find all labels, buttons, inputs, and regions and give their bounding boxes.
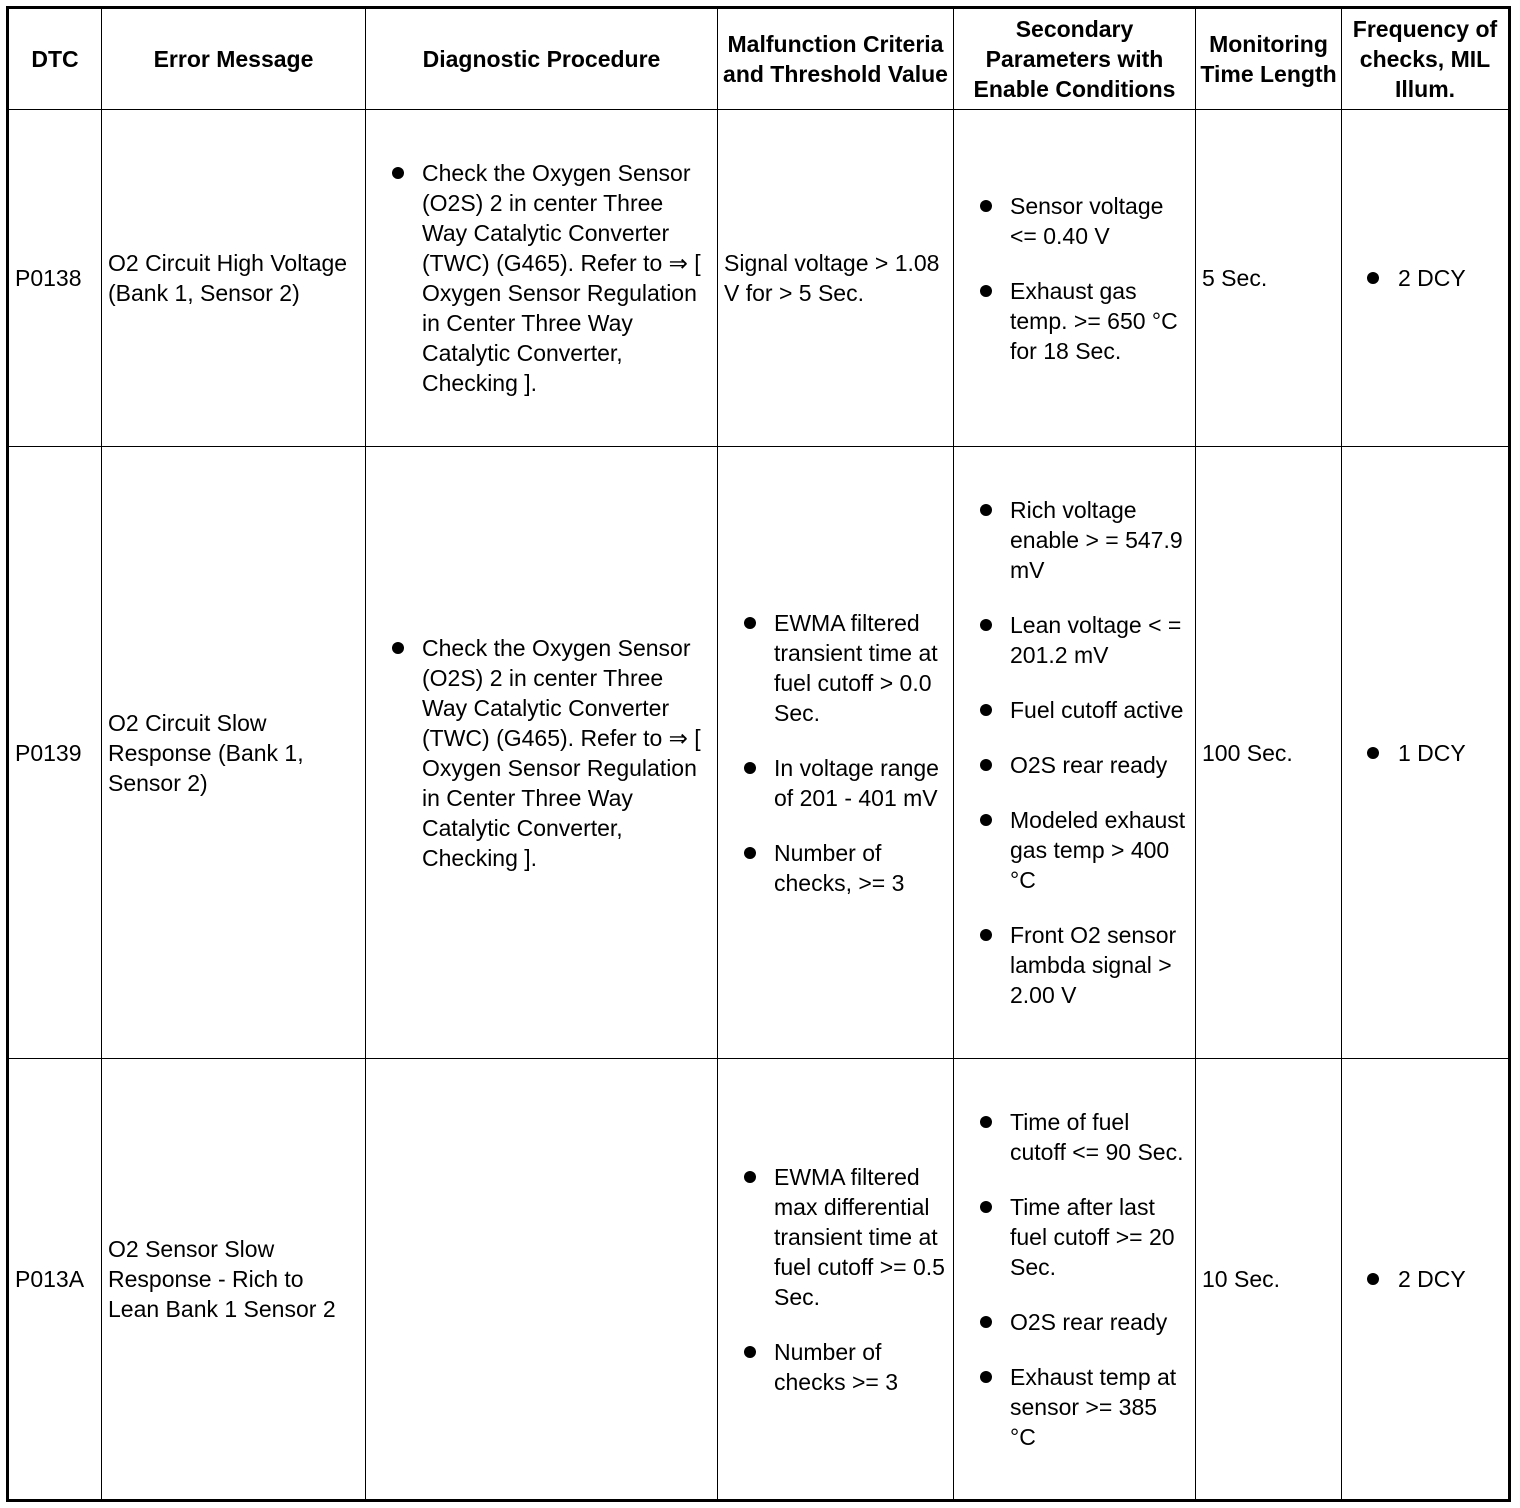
procedure-item: Check the Oxygen Sensor (O2S) 2 in center Three Way Catalytic Converter (TWC) (G465). Refer to ⇒ [ Oxygen Sensor Regulation in Center Three Way Catalytic Converter, Checking ].: [372, 633, 711, 873]
monitoring-time-cell: 100 Sec.: [1196, 447, 1342, 1059]
error-message-cell: O2 Circuit High Voltage (Bank 1, Sensor 2): [102, 110, 366, 447]
dtc-table: [6, 6, 1511, 1502]
secondary-cell: [954, 447, 1196, 1059]
frequency-cell: [1342, 1059, 1510, 1501]
malfunction-cell: Signal voltage > 1.08 V for > 5 Sec.: [718, 110, 954, 447]
frequency-item: 2 DCY: [1348, 1264, 1502, 1294]
secondary-item: O2S rear ready: [960, 1307, 1189, 1337]
dtc-code-cell: P0139: [8, 447, 102, 1059]
malfunction-item: EWMA filtered max differential transient time at fuel cutoff >= 0.5 Sec.: [724, 1162, 947, 1312]
procedure-cell: [366, 1059, 718, 1501]
secondary-list: [960, 1107, 1189, 1452]
table-row: [8, 1059, 1510, 1501]
monitoring-time-cell: 5 Sec.: [1196, 110, 1342, 447]
secondary-item: Rich voltage enable > = 547.9 mV: [960, 495, 1189, 585]
frequency-cell: [1342, 447, 1510, 1059]
malfunction-list: [724, 608, 947, 898]
error-message-cell: O2 Circuit Slow Response (Bank 1, Sensor 2): [102, 447, 366, 1059]
procedure-list: [372, 158, 711, 398]
secondary-item: Sensor voltage <= 0.40 V: [960, 191, 1189, 251]
header-monitoring-time: Monitoring Time Length: [1196, 8, 1342, 110]
header-error-message: Error Message: [102, 8, 366, 110]
frequency-list: [1348, 263, 1502, 293]
malfunction-item: EWMA filtered transient time at fuel cutoff > 0.0 Sec.: [724, 608, 947, 728]
secondary-list: [960, 495, 1189, 1010]
header-row: [8, 8, 1510, 110]
malfunction-cell: [718, 1059, 954, 1501]
header-dtc: DTC: [8, 8, 102, 110]
secondary-item: Front O2 sensor lambda signal > 2.00 V: [960, 920, 1189, 1010]
procedure-list: [372, 633, 711, 873]
frequency-list: [1348, 1264, 1502, 1294]
secondary-cell: [954, 110, 1196, 447]
header-malfunction-criteria: Malfunction Criteria and Threshold Value: [718, 8, 954, 110]
malfunction-item: Number of checks, >= 3: [724, 838, 947, 898]
secondary-item: Fuel cutoff active: [960, 695, 1189, 725]
frequency-item: 1 DCY: [1348, 738, 1502, 768]
frequency-item: 2 DCY: [1348, 263, 1502, 293]
monitoring-time-cell: 10 Sec.: [1196, 1059, 1342, 1501]
secondary-cell: [954, 1059, 1196, 1501]
table-row: [8, 447, 1510, 1059]
dtc-code-cell: P0138: [8, 110, 102, 447]
error-message-cell: O2 Sensor Slow Response - Rich to Lean Bank 1 Sensor 2: [102, 1059, 366, 1501]
secondary-item: Modeled exhaust gas temp > 400 °C: [960, 805, 1189, 895]
secondary-item: Time of fuel cutoff <= 90 Sec.: [960, 1107, 1189, 1167]
frequency-cell: [1342, 110, 1510, 447]
dtc-code-cell: P013A: [8, 1059, 102, 1501]
secondary-item: Time after last fuel cutoff >= 20 Sec.: [960, 1192, 1189, 1282]
malfunction-item: Number of checks >= 3: [724, 1337, 947, 1397]
header-diagnostic-procedure: Diagnostic Procedure: [366, 8, 718, 110]
procedure-item: Check the Oxygen Sensor (O2S) 2 in center Three Way Catalytic Converter (TWC) (G465). Refer to ⇒ [ Oxygen Sensor Regulation in Center Three Way Catalytic Converter, Checking ].: [372, 158, 711, 398]
malfunction-list: [724, 1162, 947, 1397]
secondary-item: Exhaust gas temp. >= 650 °C for 18 Sec.: [960, 276, 1189, 366]
header-frequency: Frequency of checks, MIL Illum.: [1342, 8, 1510, 110]
secondary-item: Lean voltage < = 201.2 mV: [960, 610, 1189, 670]
secondary-item: Exhaust temp at sensor >= 385 °C: [960, 1362, 1189, 1452]
malfunction-item: In voltage range of 201 - 401 mV: [724, 753, 947, 813]
header-secondary-parameters: Secondary Parameters with Enable Conditions: [954, 8, 1196, 110]
procedure-cell: [366, 110, 718, 447]
frequency-list: [1348, 738, 1502, 768]
malfunction-cell: [718, 447, 954, 1059]
table-row: [8, 110, 1510, 447]
secondary-item: O2S rear ready: [960, 750, 1189, 780]
secondary-list: [960, 191, 1189, 366]
procedure-cell: [366, 447, 718, 1059]
